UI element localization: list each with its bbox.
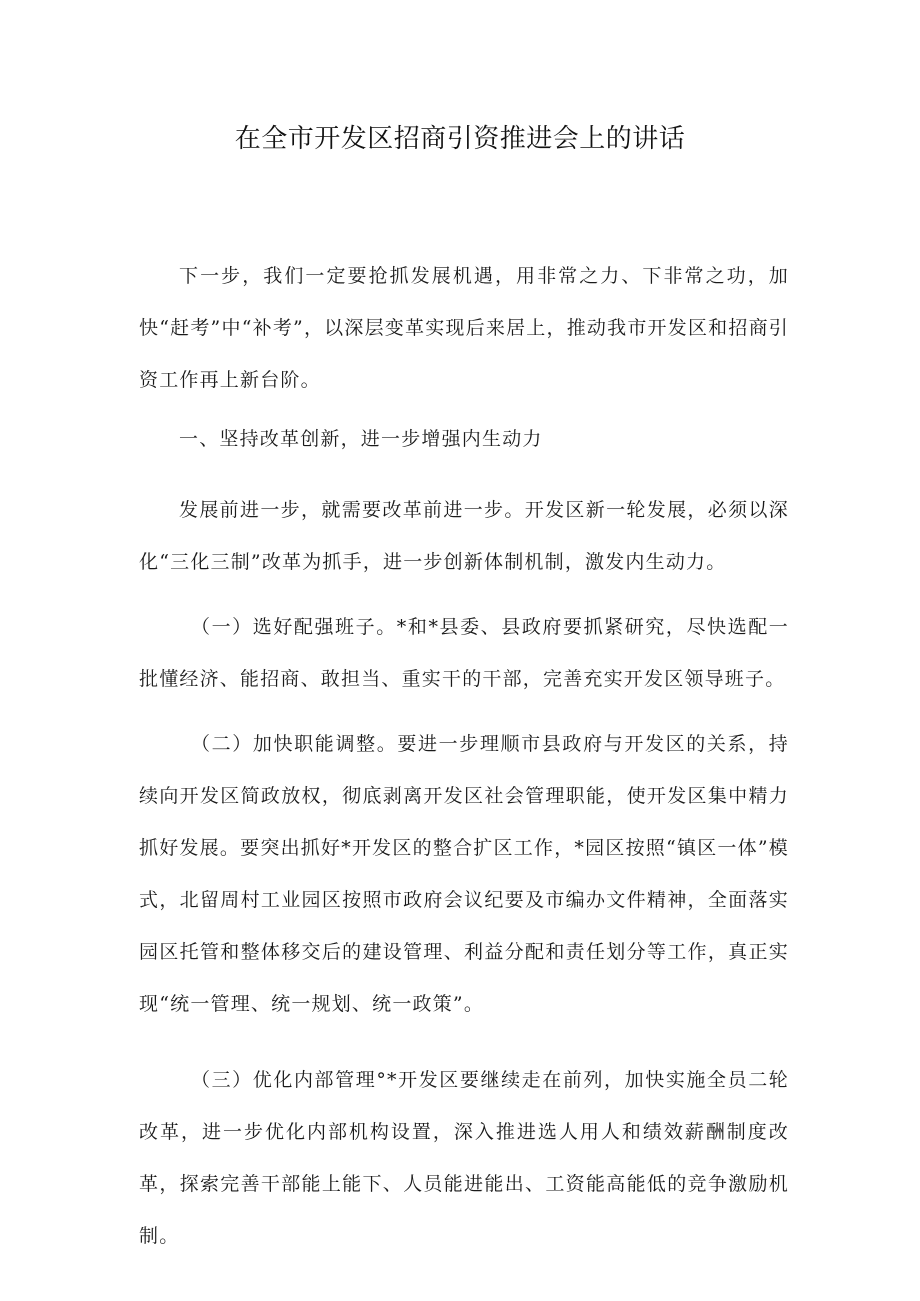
intro-paragraph: 下一步，我们一定要抢抓发展机遇，用非常之力、下非常之功，加快“赶考”中“补考”，以深层变革实现后来居上，推动我市开发区和招商引资工作再上新台阶。 bbox=[139, 265, 789, 391]
document-title: 在全市开发区招商引资推进会上的讲话 bbox=[234, 124, 686, 154]
item-paragraph-1: （一）选好配强班子。*和*县委、县政府要抓紧研究，尽快选配一批懂经济、能招商、敢担当、重实干的干部，完善充实开发区领导班子。 bbox=[139, 616, 789, 690]
item-paragraph-2: （二）加快职能调整。要进一步理顺市县政府与开发区的关系，持续向开发区简政放权，彻底剥离开发区社会管理职能，使开发区集中精力抓好发展。要突出抓好*开发区的整合扩区工作，*园区按照“镇区一体”模式，北留周村工业园区按照市政府会议纪要及市编办文件精神，全面落实园区托管和整体移交后的建设管理、利益分配和责任划分等工作，真正实现“统一管理、统一规划、统一政策”。 bbox=[139, 733, 789, 1015]
section-heading: 一、坚持改革创新，进一步增强内生动力 bbox=[179, 428, 543, 450]
item-paragraph-3: （三）优化内部管理°*开发区要继续走在前列，加快实施全员二轮改革，进一步优化内部机构设置，深入推进选人用人和绩效薪酬制度改革，探索完善干部能上能下、人员能进能出、工资能高能低的竞争激励机制。 bbox=[139, 1069, 789, 1247]
section-body-paragraph: 发展前进一步，就需要改革前进一步。开发区新一轮发展，必须以深化“三化三制”改革为抓手，进一步创新体制机制，激发内生动力。 bbox=[139, 499, 789, 573]
